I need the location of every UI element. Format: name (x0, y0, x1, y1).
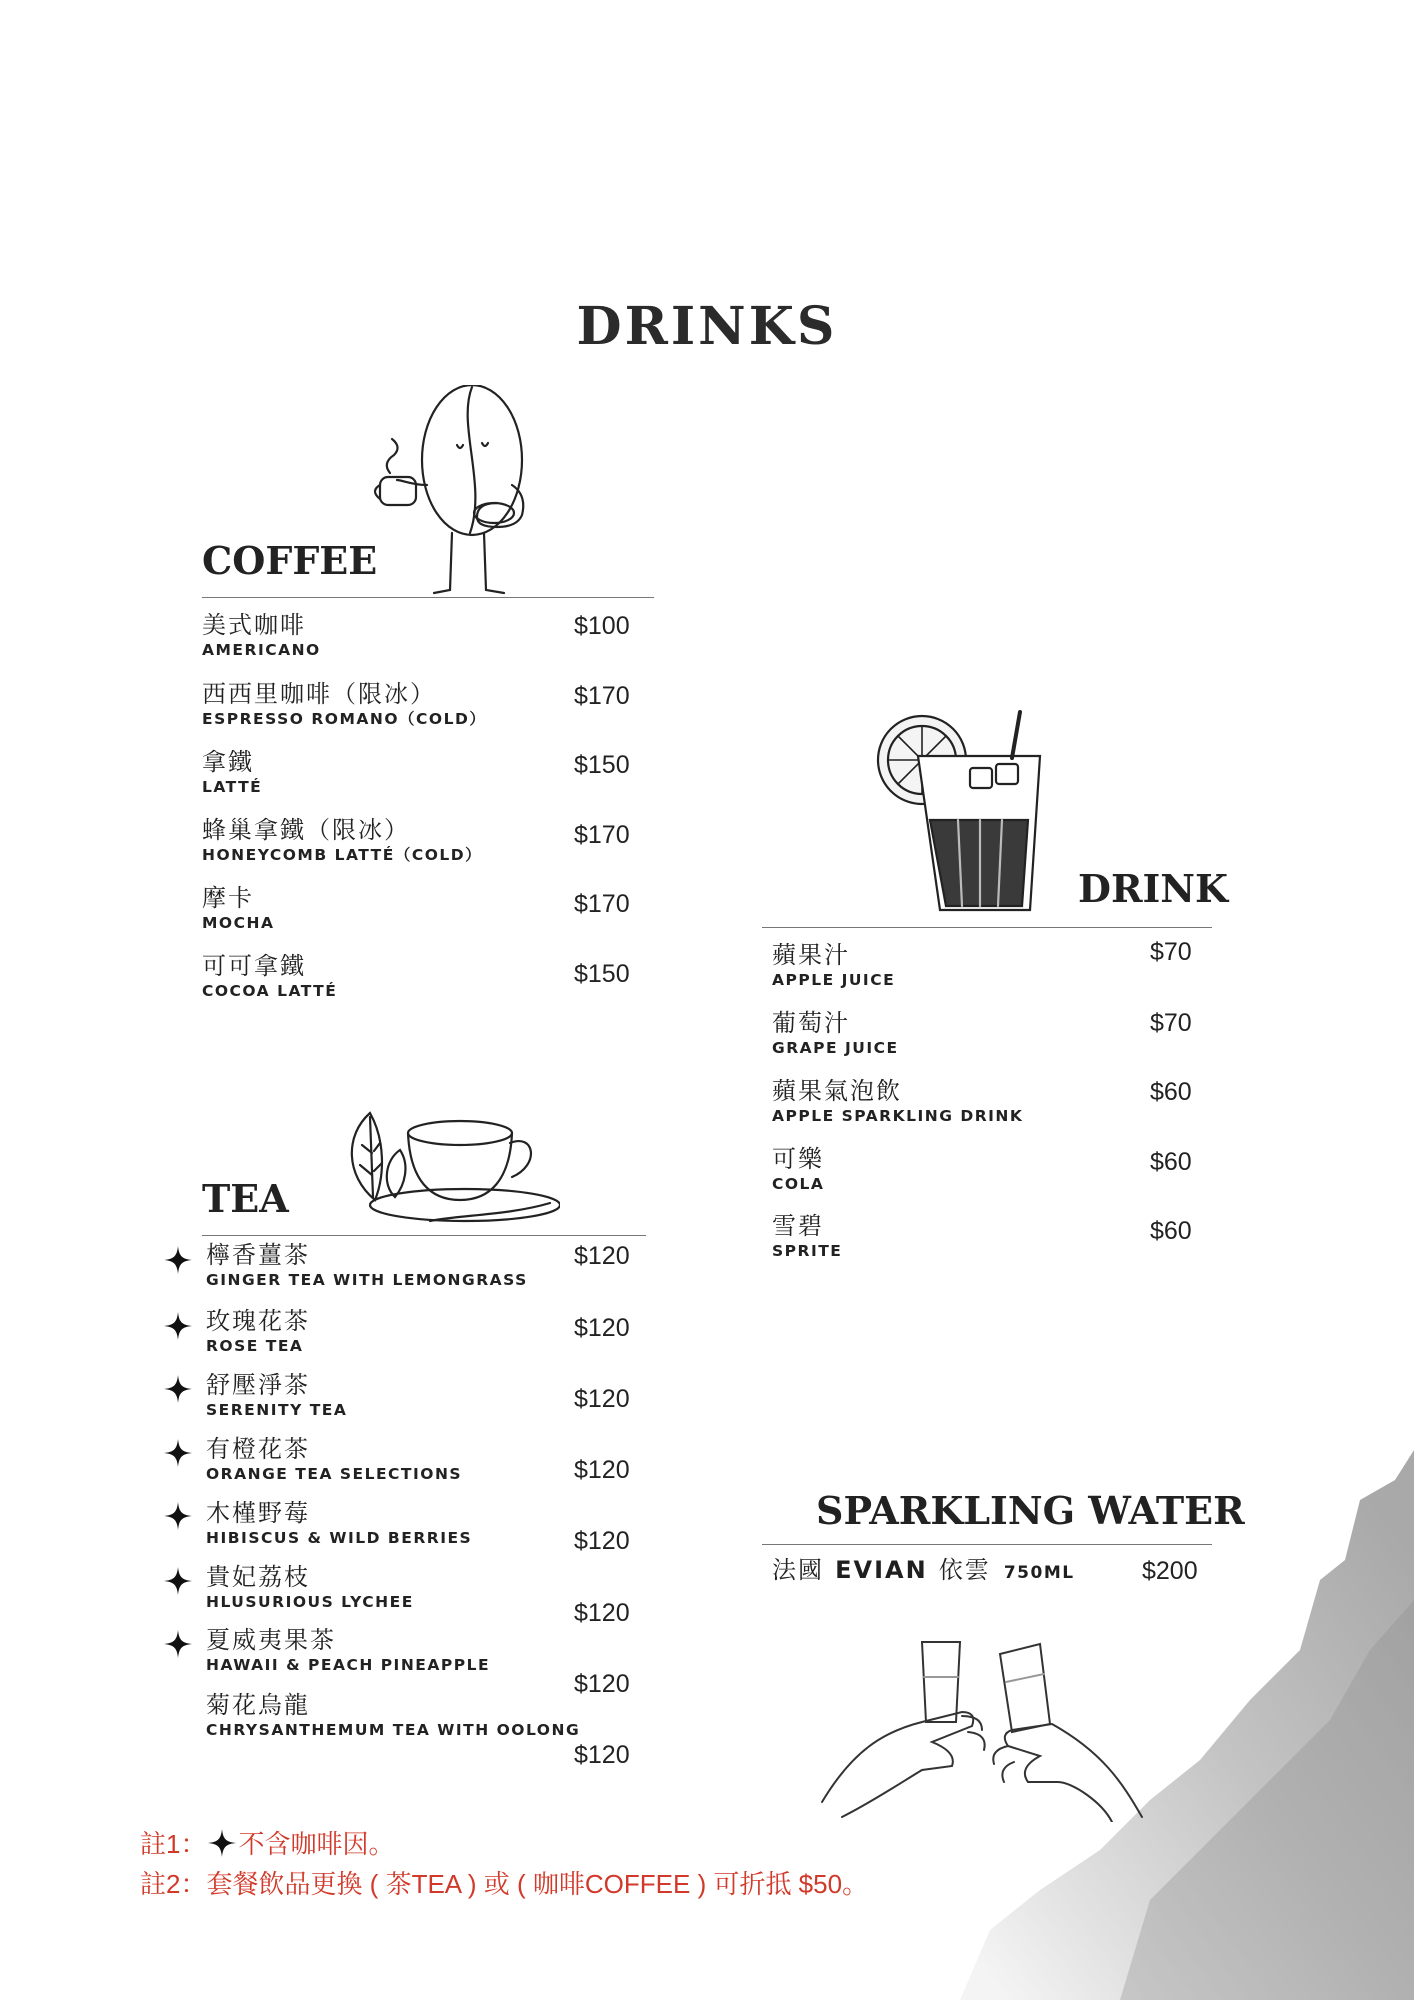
caffeine-free-star-icon (164, 1246, 192, 1274)
item-price: $170 (574, 890, 630, 918)
list-item (206, 1562, 414, 1612)
item-name-zh: 玫瑰花茶 (206, 1307, 310, 1335)
item-price: $170 (574, 682, 630, 710)
caffeine-free-star-icon (164, 1375, 192, 1403)
tea-cup-icon (340, 1105, 560, 1235)
item-name-zh: 美式咖啡 (202, 611, 306, 639)
item-name-zh: 葡萄汁 (772, 1009, 850, 1037)
item-price: $70 (1150, 1009, 1192, 1037)
item-name-zh: 依雲 (938, 1556, 991, 1584)
sparkling-water-heading: SPARKLING WATER (816, 1488, 1245, 1533)
item-price: $120 (574, 1385, 630, 1413)
list-item (772, 1008, 899, 1058)
list-item (206, 1240, 528, 1290)
item-name-zh: 夏威夷果茶 (206, 1626, 336, 1654)
toasting-hands-icon (812, 1632, 1192, 1822)
item-name-en: GRAPE JUICE (772, 1039, 899, 1057)
note-2: 註2：套餐飲品更換 ( 茶TEA ) 或 ( 咖啡COFFEE ) 可折抵 $50。 (140, 1869, 869, 1899)
caffeine-free-star-icon (208, 1829, 236, 1857)
item-price: $120 (574, 1527, 630, 1555)
caffeine-free-star-icon (164, 1439, 192, 1467)
list-item (202, 883, 274, 933)
item-price: $120 (574, 1456, 630, 1484)
note-1-prefix: 註1： (140, 1829, 207, 1859)
item-name-en: AMERICANO (202, 641, 321, 659)
caffeine-free-star-icon (164, 1312, 192, 1340)
item-price: $150 (574, 960, 630, 988)
list-item (772, 1211, 842, 1261)
brand-name: EVIAN (835, 1556, 928, 1584)
caffeine-free-star-icon (164, 1567, 192, 1595)
item-name-zh: 檸香薑茶 (206, 1241, 310, 1269)
list-item (772, 1144, 824, 1194)
list-item (202, 679, 486, 729)
list-item (206, 1498, 472, 1548)
item-name-zh: 雪碧 (772, 1212, 824, 1240)
item-price: $120 (574, 1599, 630, 1627)
drink-divider (762, 927, 1212, 928)
item-name-en: ROSE TEA (206, 1337, 304, 1355)
note-1-text: 不含咖啡因。 (238, 1829, 395, 1859)
item-price: $170 (574, 821, 630, 849)
caffeine-free-star-icon (164, 1630, 192, 1658)
item-price: $120 (574, 1670, 630, 1698)
item-price: $150 (574, 751, 630, 779)
item-name-zh: 蘋果汁 (772, 941, 850, 969)
item-name-en: HONEYCOMB LATTÉ（COLD） (202, 846, 483, 864)
item-name-en: MOCHA (202, 914, 275, 932)
list-item (202, 610, 321, 660)
item-name-zh: 法國 (772, 1556, 824, 1584)
item-name-zh: 可可拿鐵 (202, 952, 306, 980)
list-item (206, 1306, 310, 1356)
list-item (772, 1555, 1075, 1585)
item-price: $120 (574, 1314, 630, 1342)
caffeine-free-star-icon (164, 1502, 192, 1530)
item-price: $60 (1150, 1217, 1192, 1245)
item-name-zh: 蘋果氣泡飲 (772, 1077, 902, 1105)
item-price: $200 (1142, 1557, 1198, 1585)
item-price: $120 (574, 1242, 630, 1270)
cocktail-glass-icon (870, 710, 1050, 920)
item-name-en: GINGER TEA WITH LEMONGRASS (206, 1271, 528, 1289)
list-item (202, 815, 482, 865)
item-name-en: SPRITE (772, 1242, 843, 1260)
item-name-zh: 西西里咖啡（限冰） (202, 680, 436, 708)
coffee-bean-character-icon (372, 385, 562, 600)
list-item (206, 1370, 347, 1420)
page-title: DRINKS (576, 296, 838, 357)
list-item (772, 940, 895, 990)
item-size: 750ML (1003, 1563, 1075, 1583)
sparkling-water-divider (762, 1544, 1212, 1545)
coffee-heading: COFFEE (202, 538, 378, 583)
item-price: $120 (574, 1741, 630, 1769)
item-name-zh: 舒壓淨茶 (206, 1371, 310, 1399)
list-item (206, 1690, 580, 1740)
item-name-zh: 可樂 (772, 1145, 824, 1173)
drink-heading: DRINK (1078, 866, 1229, 911)
item-price: $60 (1150, 1148, 1192, 1176)
item-name-zh: 蜂巢拿鐵（限冰） (202, 816, 410, 844)
item-name-en: ORANGE TEA SELECTIONS (206, 1465, 463, 1483)
tea-heading: TEA (202, 1176, 289, 1221)
item-name-en: CHRYSANTHEMUM TEA WITH OOLONG (206, 1721, 581, 1739)
item-name-en: HIBISCUS & WILD BERRIES (206, 1529, 473, 1547)
item-name-zh: 木槿野莓 (206, 1499, 310, 1527)
item-name-zh: 有橙花茶 (206, 1435, 310, 1463)
item-name-en: LATTÉ (202, 778, 263, 796)
item-name-zh: 摩卡 (202, 884, 254, 912)
item-name-zh: 貴妃荔枝 (206, 1563, 310, 1591)
item-name-zh: 拿鐵 (202, 748, 254, 776)
item-name-en: COCOA LATTÉ (202, 982, 338, 1000)
item-price: $60 (1150, 1078, 1192, 1106)
item-name-en: SERENITY TEA (206, 1401, 348, 1419)
list-item (202, 951, 337, 1001)
item-name-en: APPLE SPARKLING DRINK (772, 1107, 1024, 1125)
item-name-en: COLA (772, 1175, 825, 1193)
list-item (772, 1076, 1023, 1126)
item-name-en: ESPRESSO ROMANO（COLD） (202, 710, 487, 728)
tea-divider (202, 1235, 646, 1236)
list-item (206, 1625, 490, 1675)
note-1 (140, 1824, 394, 1861)
coffee-divider (202, 597, 654, 598)
item-price: $100 (574, 612, 630, 640)
item-name-zh: 菊花烏龍 (206, 1691, 310, 1719)
item-name-en: HAWAII & PEACH PINEAPPLE (206, 1656, 491, 1674)
item-name-en: HLUSURIOUS LYCHEE (206, 1593, 414, 1611)
list-item (206, 1434, 462, 1484)
list-item (202, 747, 262, 797)
item-name-en: APPLE JUICE (772, 971, 896, 989)
item-price: $70 (1150, 938, 1192, 966)
